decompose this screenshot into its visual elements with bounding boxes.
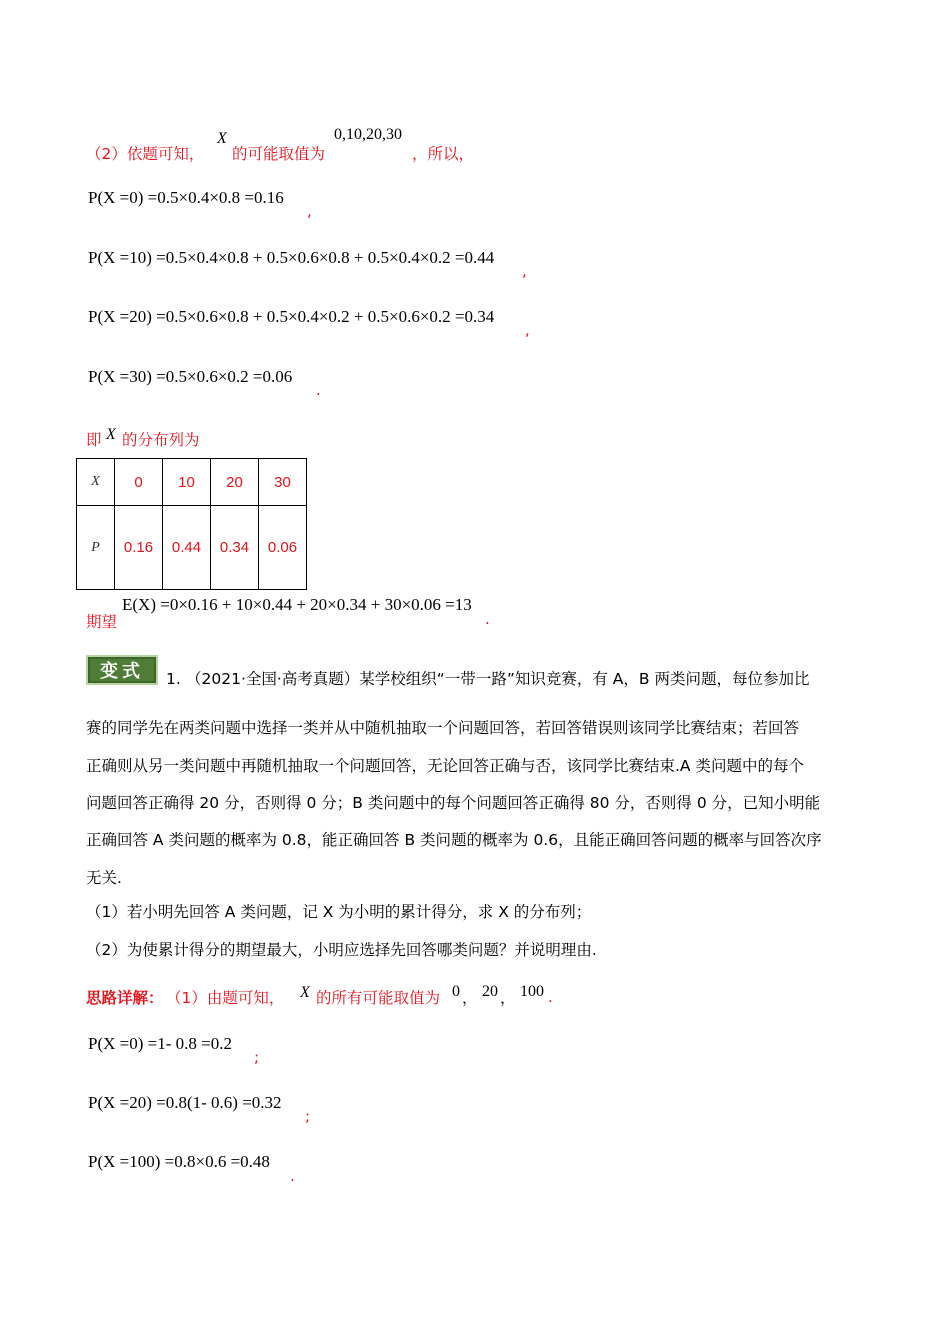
variant-badge bbox=[86, 655, 158, 685]
table-x-value: 30 bbox=[259, 459, 307, 506]
variant-line: 无关. bbox=[86, 869, 122, 887]
table-p-value bbox=[163, 506, 211, 590]
solution-x-var: X bbox=[300, 984, 310, 1001]
solution-p100-end: . bbox=[290, 1167, 295, 1185]
table-p-value: 0.06 bbox=[259, 506, 307, 590]
solution-label: 思路详解： bbox=[86, 989, 164, 1007]
table-x-value: 20 bbox=[211, 459, 259, 506]
variant-number: 1. bbox=[166, 670, 181, 688]
part2-x-var: X bbox=[217, 130, 227, 147]
solution-sep-1: ， bbox=[462, 989, 478, 1007]
variant-line: 赛的同学先在两类问题中选择一类并从中随机抽取一个问题回答，若回答错误则该同学比赛结束；若回答 bbox=[86, 719, 800, 737]
expect-label: 期望 bbox=[86, 613, 118, 631]
solution-p0-formula: P(X =0) =1- 0.8 =0.2 bbox=[88, 1034, 232, 1053]
part2-p10-end: , bbox=[522, 262, 527, 280]
variant-question-2: （2）为使累计得分的期望最大，小明应选择先回答哪类问题？并说明理由. bbox=[86, 941, 597, 959]
solution-value-20: 20 bbox=[482, 983, 498, 1000]
part2-p0-formula: P(X =0) =0.5×0.4×0.8 =0.16 bbox=[88, 188, 284, 207]
variant-line: 正确则从另一类问题中再随机抽取一个问题回答，无论回答正确与否，该同学比赛结束.A 类问题中的每个 bbox=[86, 757, 804, 775]
part2-p20-formula: P(X =20) =0.5×0.6×0.8 + 0.5×0.4×0.2 + 0.5×0.6×0.2 =0.34 bbox=[88, 307, 495, 326]
solution-intro-b: 的所有可能取值为 bbox=[316, 989, 441, 1007]
variant-badge-label: 变式 bbox=[100, 661, 144, 682]
solution-intro-end: . bbox=[548, 988, 553, 1006]
part2-intro-c: ，所以， bbox=[412, 145, 475, 163]
distribution-table bbox=[76, 458, 307, 590]
solution-p20-formula: P(X =20) =0.8(1- 0.6) =0.32 bbox=[88, 1093, 282, 1112]
expect-formula: E(X) =0×0.16 + 10×0.44 + 20×0.34 + 30×0.06 =13 bbox=[122, 595, 472, 614]
variant-line: （2021·全国·高考真题）某学校组织“一带一路”知识竞赛，有 A，B 两类问题，每位参加比 bbox=[186, 670, 810, 688]
part2-p0-end: , bbox=[307, 202, 312, 220]
variant-line: 正确回答 A 类问题的概率为 0.8，能正确回答 B 类问题的概率为 0.6，且能正确回答问题的概率与回答次序 bbox=[86, 831, 822, 849]
table-p-value: 0.16 bbox=[115, 506, 163, 590]
solution-p100-formula: P(X =100) =0.8×0.6 =0.48 bbox=[88, 1152, 270, 1171]
part2-p20-end: , bbox=[525, 321, 530, 339]
variant-question-1: （1）若小明先回答 A 类问题，记 X 为小明的累计得分，求 X 的分布列； bbox=[86, 903, 592, 921]
part2-values: 0,10,20,30 bbox=[334, 126, 402, 143]
solution-p0-end: ; bbox=[254, 1048, 260, 1066]
table-header-p: P bbox=[77, 506, 115, 590]
part2-intro-b: 的可能取值为 bbox=[232, 145, 326, 163]
part2-p30-end: . bbox=[316, 381, 321, 399]
dist-caption-x: X bbox=[106, 426, 116, 443]
table-p-value-wrapped: 0.44 bbox=[171, 539, 202, 556]
table-p-value: 0.34 bbox=[211, 506, 259, 590]
table-header-x: X bbox=[77, 459, 115, 506]
table-x-value: 10 bbox=[163, 459, 211, 506]
part2-intro-a: （2）依题可知， bbox=[86, 145, 205, 163]
part2-p30-formula: P(X =30) =0.5×0.6×0.2 =0.06 bbox=[88, 367, 293, 386]
part2-p10-formula: P(X =10) =0.5×0.4×0.8 + 0.5×0.6×0.8 + 0.5×0.4×0.2 =0.44 bbox=[88, 248, 495, 267]
solution-sep-2: ， bbox=[500, 989, 516, 1007]
solution-value-0: 0 bbox=[452, 983, 460, 1000]
solution-p20-end: ; bbox=[305, 1107, 311, 1125]
solution-intro-a: （1）由题可知， bbox=[166, 989, 285, 1007]
solution-value-100: 100 bbox=[520, 983, 544, 1000]
expect-end: . bbox=[485, 610, 490, 628]
table-x-value: 0 bbox=[115, 459, 163, 506]
variant-line: 问题回答正确得 20 分，否则得 0 分；B 类问题中的每个问题回答正确得 80 分，否则得 0 分，已知小明能 bbox=[86, 794, 821, 812]
dist-caption-b: 的分布列为 bbox=[122, 431, 200, 449]
dist-caption-a: 即 bbox=[86, 431, 102, 449]
